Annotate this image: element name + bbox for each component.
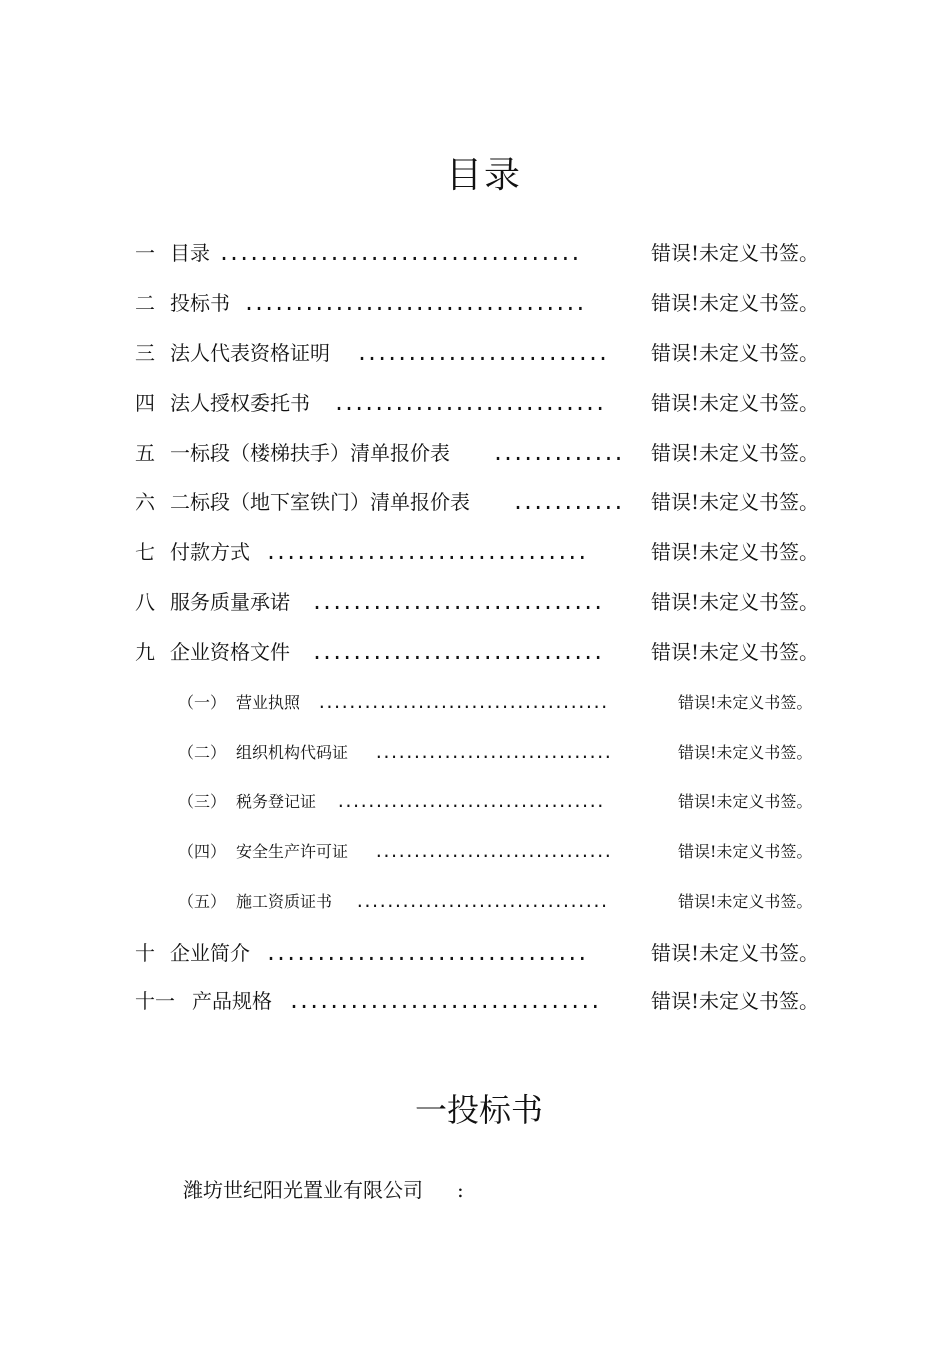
toc-entry[interactable] xyxy=(0,981,950,1021)
toc-entry-page-ref: 错误!未定义书签。 xyxy=(678,693,813,712)
toc-leader-dots: ............................. xyxy=(311,590,603,614)
toc-leader-dots: ......................... xyxy=(356,341,608,365)
toc-entry-page-ref: 错误!未定义书签。 xyxy=(651,291,820,315)
toc-entry[interactable] xyxy=(0,383,950,423)
toc-entry-label: 法人代表资格证明 xyxy=(170,341,330,365)
toc-entry-label: 投标书 xyxy=(170,291,230,315)
toc-leader-dots: ............................. xyxy=(311,640,603,664)
toc-entry-label: 二标段（地下室铁门）清单报价表 xyxy=(170,490,470,514)
toc-entry[interactable] xyxy=(0,582,950,622)
toc-leader-dots: ............. xyxy=(492,441,623,465)
toc-entry-number: （三） xyxy=(178,792,227,811)
toc-entry-number: 七 xyxy=(135,540,155,564)
toc-subentry[interactable] xyxy=(0,733,950,773)
toc-entry-number: 二 xyxy=(135,291,155,315)
toc-entry-number: （二） xyxy=(178,743,227,762)
toc-entry-page-ref: 错误!未定义书签。 xyxy=(651,540,820,564)
addressee-company: 潍坊世纪阳光置业有限公司 xyxy=(183,1178,423,1202)
toc-entry-page-ref: 错误!未定义书签。 xyxy=(651,490,820,514)
toc-entry[interactable] xyxy=(0,233,950,273)
toc-leader-dots: ............................... xyxy=(288,989,600,1013)
toc-entry-label: 付款方式 xyxy=(170,540,250,564)
toc-entry-page-ref: 错误!未定义书签。 xyxy=(678,892,813,911)
section-heading: 一投标书 xyxy=(414,1091,543,1129)
toc-entry-page-ref: 错误!未定义书签。 xyxy=(651,241,820,265)
toc-entry-label: 企业资格文件 xyxy=(170,640,290,664)
toc-entry-label: 企业简介 xyxy=(170,941,250,965)
toc-leader-dots: .................................... xyxy=(218,241,580,265)
toc-entry[interactable] xyxy=(0,632,950,672)
toc-leader-dots: ............................... xyxy=(374,842,611,861)
toc-entry-number: 八 xyxy=(135,590,155,614)
toc-leader-dots: ........................... xyxy=(333,391,605,415)
toc-entry-page-ref: 错误!未定义书签。 xyxy=(651,441,820,465)
toc-leader-dots: ...................................... xyxy=(317,693,608,712)
toc-entry-page-ref: 错误!未定义书签。 xyxy=(651,341,820,365)
toc-leader-dots: .................................. xyxy=(243,291,585,315)
toc-entry-page-ref: 错误!未定义书签。 xyxy=(651,391,820,415)
toc-entry[interactable] xyxy=(0,482,950,522)
addressee-colon: : xyxy=(457,1178,464,1202)
toc-entry-label: 施工资质证书 xyxy=(236,892,333,911)
toc-entry-page-ref: 错误!未定义书签。 xyxy=(678,792,813,811)
toc-entry[interactable] xyxy=(0,283,950,323)
toc-subentry[interactable] xyxy=(0,882,950,922)
toc-subentry[interactable] xyxy=(0,683,950,723)
toc-entry-number: 九 xyxy=(135,640,155,664)
toc-subentry[interactable] xyxy=(0,782,950,822)
toc-entry[interactable] xyxy=(0,433,950,473)
toc-entry-label: 法人授权委托书 xyxy=(170,391,310,415)
toc-entry-page-ref: 错误!未定义书签。 xyxy=(651,640,820,664)
toc-entry-number: 五 xyxy=(135,441,155,465)
toc-entry[interactable] xyxy=(0,532,950,572)
toc-leader-dots: ............................... xyxy=(374,743,611,762)
toc-entry-number: 十一 xyxy=(135,989,175,1013)
toc-entry-number: （五） xyxy=(178,892,227,911)
toc-entry-label: 产品规格 xyxy=(192,989,272,1013)
toc-subentry[interactable] xyxy=(0,832,950,872)
toc-leader-dots: ........... xyxy=(512,490,623,514)
addressee-line xyxy=(183,1174,464,1206)
toc-entry-number: 六 xyxy=(135,490,155,514)
toc-leader-dots: ................................... xyxy=(336,792,604,811)
toc-entry-page-ref: 错误!未定义书签。 xyxy=(651,590,820,614)
toc-entry-number: 三 xyxy=(135,341,155,365)
toc-entry-number: 一 xyxy=(135,241,155,265)
toc-entry-label: 营业执照 xyxy=(236,693,301,712)
toc-entry-number: （一） xyxy=(178,693,227,712)
toc-entry-label: 组织机构代码证 xyxy=(236,743,349,762)
toc-leader-dots: ................................ xyxy=(265,540,587,564)
toc-entry-number: 四 xyxy=(135,391,155,415)
toc-entry-label: 一标段（楼梯扶手）清单报价表 xyxy=(170,441,450,465)
toc-entry-label: 服务质量承诺 xyxy=(170,590,290,614)
toc-entry-number: （四） xyxy=(178,842,227,861)
toc-entry-page-ref: 错误!未定义书签。 xyxy=(678,842,813,861)
toc-leader-dots: ................................. xyxy=(355,892,607,911)
toc-entry[interactable] xyxy=(0,933,950,973)
toc-entry[interactable] xyxy=(0,333,950,373)
toc-leader-dots: ................................ xyxy=(265,941,587,965)
toc-entry-page-ref: 错误!未定义书签。 xyxy=(651,989,820,1013)
toc-entry-page-ref: 错误!未定义书签。 xyxy=(678,743,813,762)
toc-entry-label: 税务登记证 xyxy=(236,792,317,811)
toc-entry-page-ref: 错误!未定义书签。 xyxy=(651,941,820,965)
toc-entry-label: 目录 xyxy=(170,241,210,265)
toc-title: 目录 xyxy=(445,155,522,196)
toc-entry-label: 安全生产许可证 xyxy=(236,842,349,861)
toc-entry-number: 十 xyxy=(135,941,155,965)
